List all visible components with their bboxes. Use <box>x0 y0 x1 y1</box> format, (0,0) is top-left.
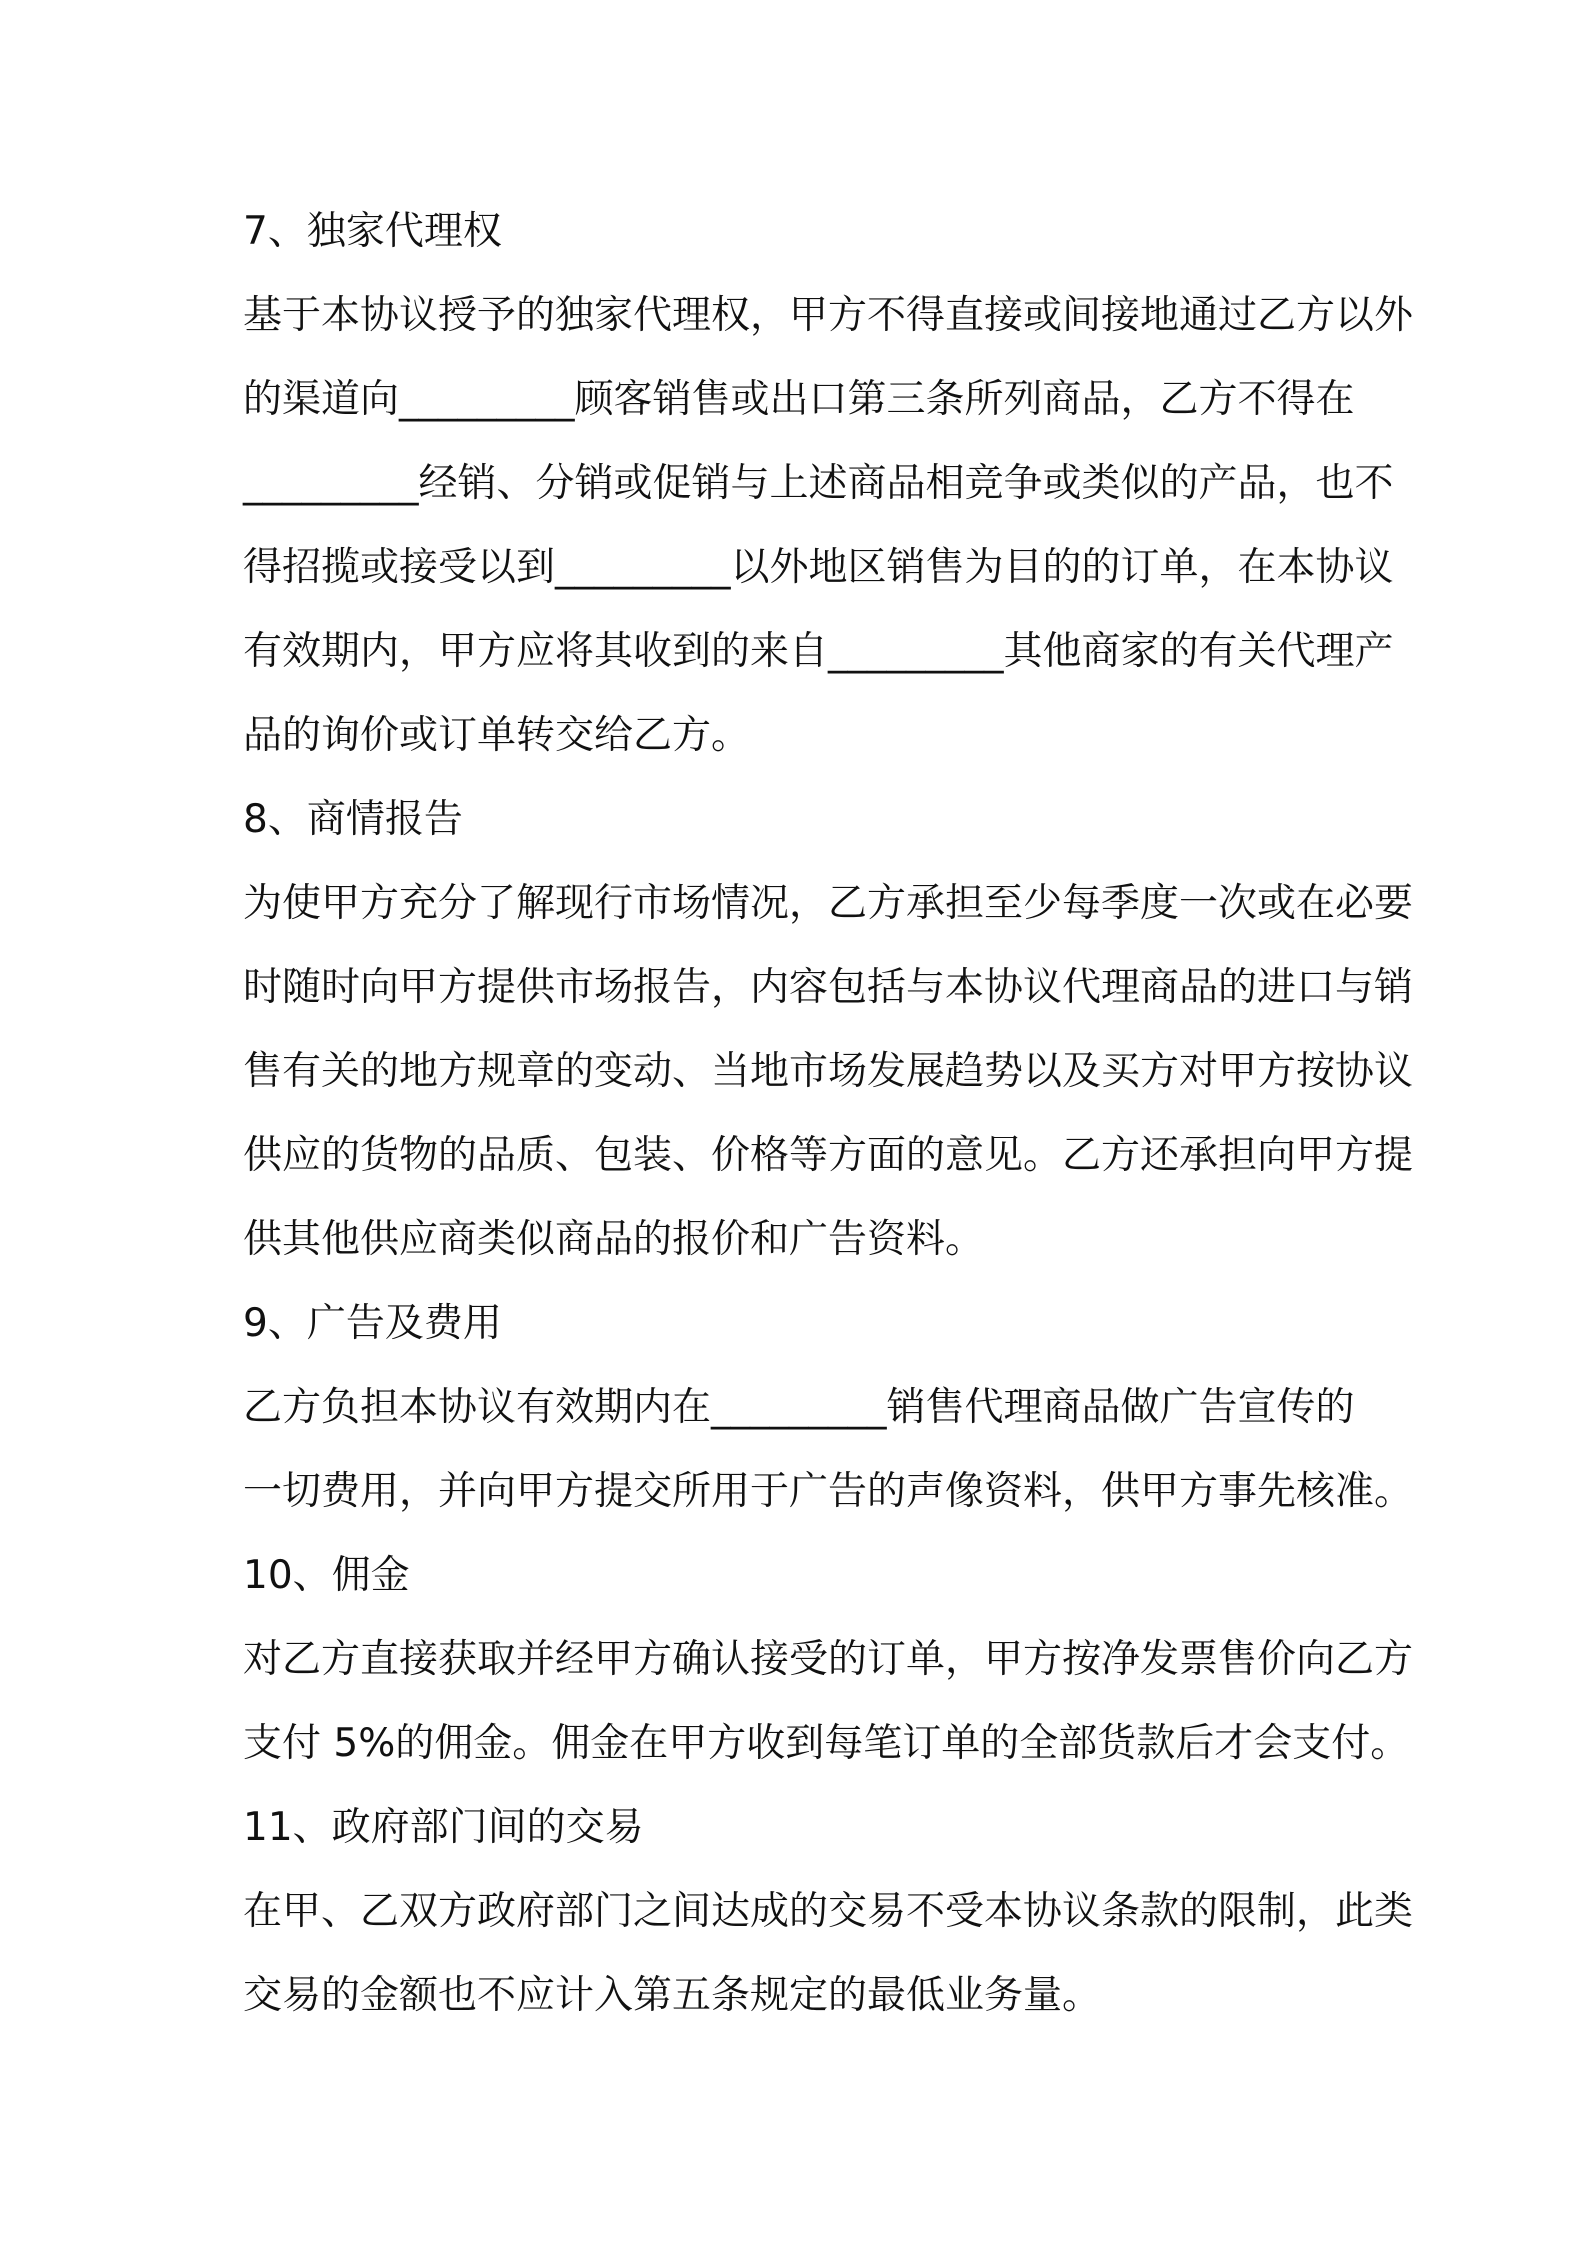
paragraph-line: 时随时向甲方提供市场报告，内容包括与本协议代理商品的进口与销 <box>243 965 1414 1010</box>
paragraph-line: 为使甲方充分了解现行市场情况，乙方承担至少每季度一次或在必要 <box>243 881 1414 926</box>
section-11-heading: 11、政府部门间的交易 <box>243 1805 644 1850</box>
paragraph-line: 在甲、乙双方政府部门之间达成的交易不受本协议条款的限制，此类 <box>243 1889 1414 1934</box>
paragraph-line: 有效期内，甲方应将其收到的来自_________其他商家的有关代理产 <box>243 629 1394 674</box>
section-9-heading: 9、广告及费用 <box>243 1301 502 1346</box>
section-10-heading: 10、佣金 <box>243 1553 410 1598</box>
paragraph-line: 的渠道向_________顾客销售或出口第三条所列商品，乙方不得在 <box>243 377 1355 422</box>
document-body <box>243 190 1414 2038</box>
paragraph-line: 乙方负担本协议有效期内在_________销售代理商品做广告宣传的 <box>243 1385 1355 1430</box>
section-11 <box>243 1786 1414 2038</box>
section-9 <box>243 1282 1414 1534</box>
section-10 <box>243 1534 1414 1786</box>
paragraph-line: 供其他供应商类似商品的报价和广告资料。 <box>243 1217 985 1262</box>
paragraph-line: 基于本协议授予的独家代理权，甲方不得直接或间接地通过乙方以外 <box>243 293 1414 338</box>
paragraph-line: _________经销、分销或促销与上述商品相竞争或类似的产品，也不 <box>243 461 1394 506</box>
paragraph-line: 供应的货物的品质、包装、价格等方面的意见。乙方还承担向甲方提 <box>243 1133 1414 1178</box>
section-8 <box>243 778 1414 1282</box>
section-7-heading: 7、独家代理权 <box>243 209 502 254</box>
paragraph-line: 支付 5%的佣金。佣金在甲方收到每笔订单的全部货款后才会支付。 <box>243 1721 1410 1766</box>
paragraph-line: 对乙方直接获取并经甲方确认接受的订单，甲方按净发票售价向乙方 <box>243 1637 1414 1682</box>
section-7 <box>243 190 1414 778</box>
section-8-heading: 8、商情报告 <box>243 797 463 842</box>
paragraph-line: 售有关的地方规章的变动、当地市场发展趋势以及买方对甲方按协议 <box>243 1049 1414 1094</box>
paragraph-line: 得招揽或接受以到_________以外地区销售为目的的订单，在本协议 <box>243 545 1394 590</box>
paragraph-line: 一切费用，并向甲方提交所用于广告的声像资料，供甲方事先核准。 <box>243 1469 1414 1514</box>
paragraph-line: 品的询价或订单转交给乙方。 <box>243 713 751 758</box>
paragraph-line: 交易的金额也不应计入第五条规定的最低业务量。 <box>243 1973 1102 2018</box>
